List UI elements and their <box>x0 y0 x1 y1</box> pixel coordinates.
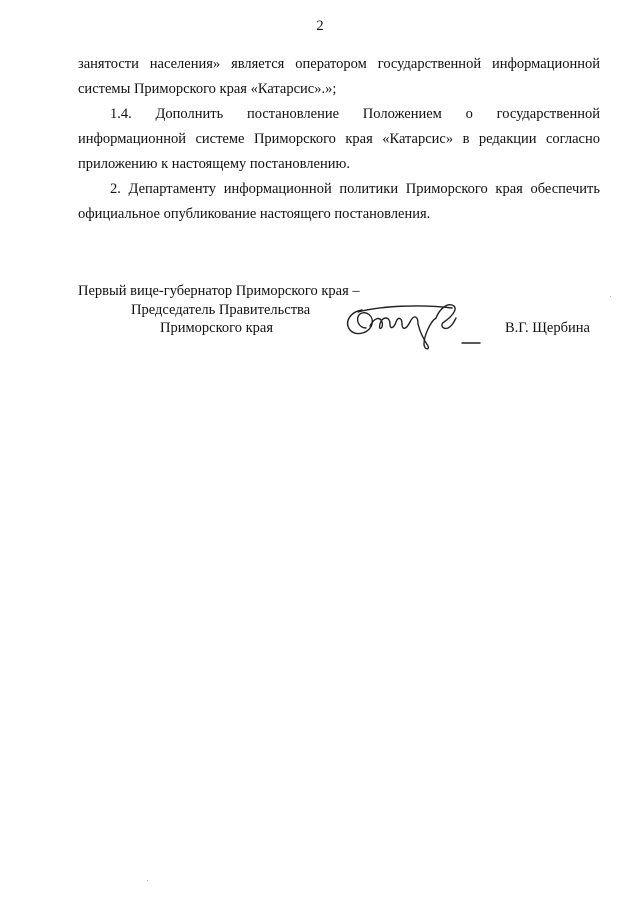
paragraph-item-1-4: 1.4. Дополнить постановление Положением о государственной информационной системе Приморского края «Катарсис» в редакции согласно приложению к настоящему постановлению. <box>78 106 600 172</box>
paragraph-item-2: 2. Департаменту информационной политики Приморского края обеспечить официальное опубликование настоящего постановления. <box>78 181 600 222</box>
signer-position-line-1: Первый вице-губернатор Приморского края – <box>78 283 360 299</box>
signer-name: В.Г. Щербина <box>505 320 590 336</box>
paragraph-continuation: занятости населения» является оператором государственной информационной системы Приморского края «Катарсис».»; <box>78 56 600 97</box>
document-body <box>78 52 600 227</box>
handwritten-signature <box>340 300 490 352</box>
scan-speck <box>610 296 611 297</box>
signer-position-line-3: Приморского края <box>160 320 274 336</box>
page-number: 2 <box>316 18 324 34</box>
scan-speck <box>147 880 148 881</box>
signer-position-line-2: Председатель Правительства <box>131 302 311 318</box>
